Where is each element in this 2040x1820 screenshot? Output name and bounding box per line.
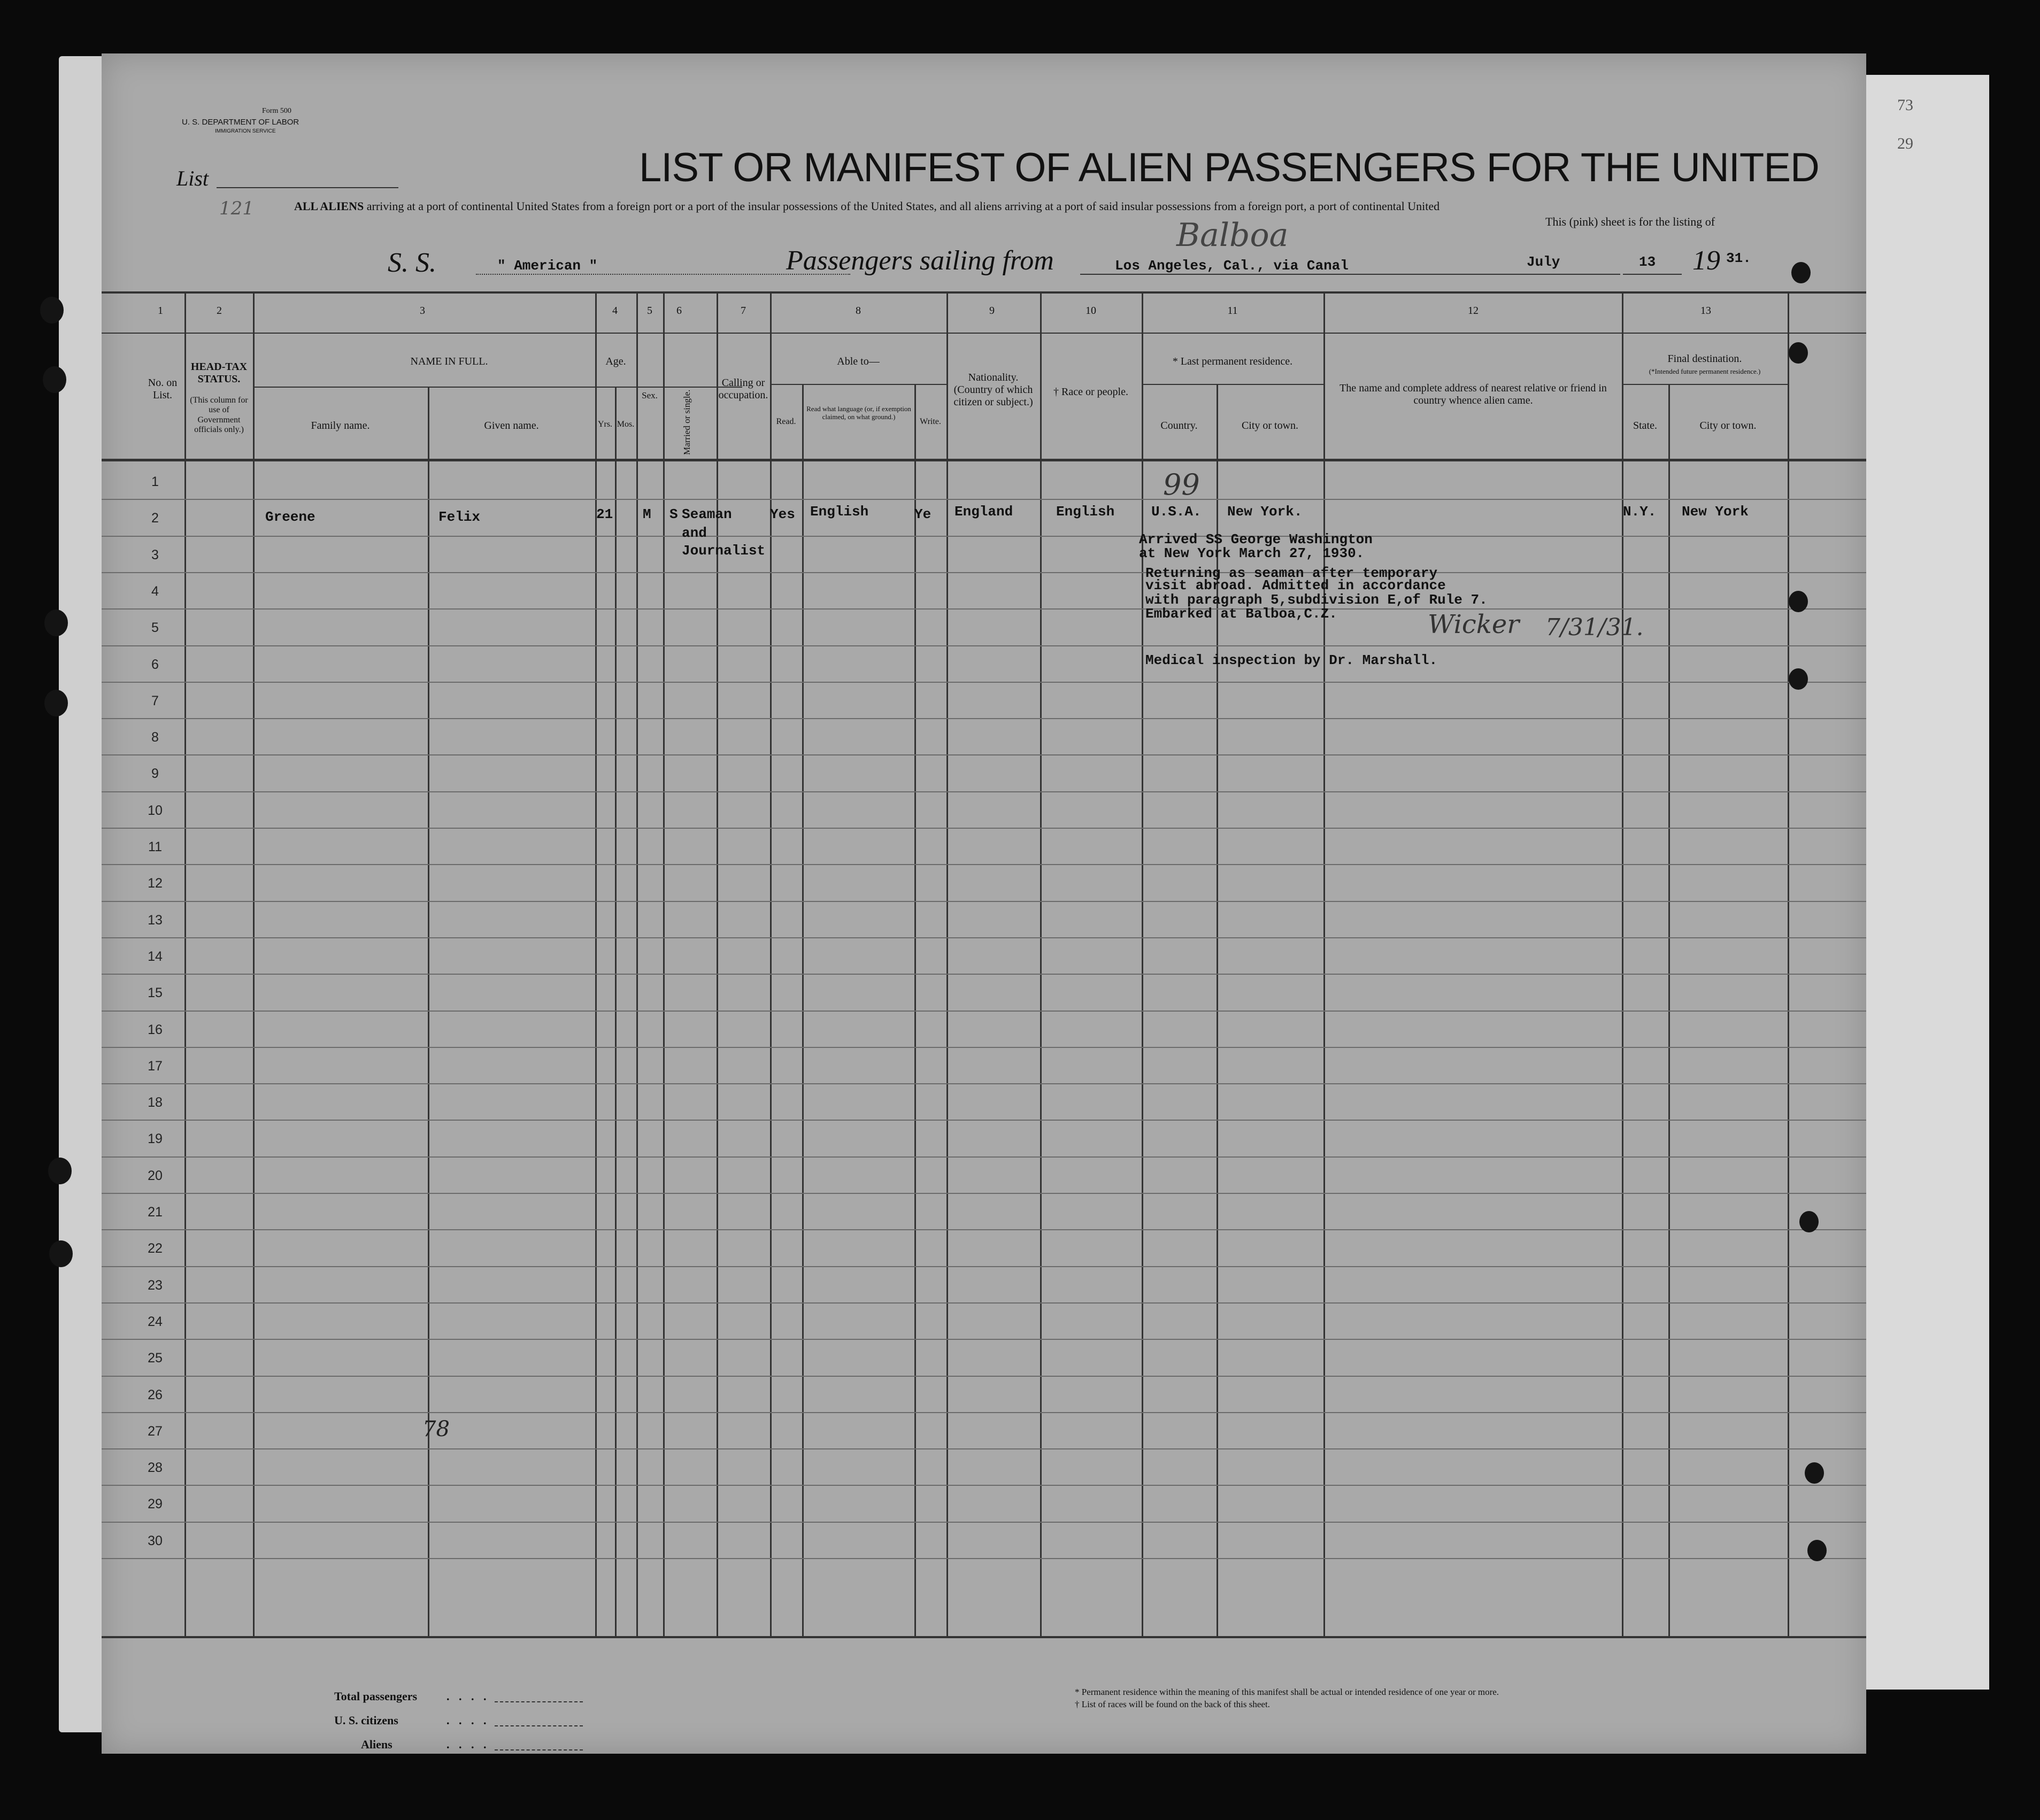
punch-hole [1805, 1462, 1824, 1484]
footer-aliens-dots: . . . . [447, 1738, 490, 1751]
row-number: 10 [148, 803, 163, 818]
row-number: 5 [151, 620, 159, 635]
name-sub-rule [253, 387, 742, 388]
passenger-sex: M [643, 506, 651, 522]
row-number: 28 [148, 1460, 163, 1475]
col-number-9: 9 [989, 305, 995, 317]
header-yrs: Yrs. [597, 420, 613, 429]
header-final-destination: Final destination. [1667, 353, 1742, 365]
able-sub-rule [770, 384, 946, 385]
header-read-what: Read what language (or, if exemption claimed, on what ground.) [806, 405, 911, 421]
passenger-destination-city: New York [1682, 504, 1749, 520]
header-last-residence: * Last permanent residence. [1172, 356, 1293, 367]
ship-name: " American " [497, 258, 598, 274]
col-rule [595, 291, 597, 1636]
subtitle-lead: ALL ALIENS [294, 199, 364, 213]
remark-line-4: visit abroad. Admitted in accordance [1145, 577, 1446, 593]
row-rule [102, 572, 1866, 573]
row-number: 14 [148, 949, 163, 964]
service-label: IMMIGRATION SERVICE [215, 128, 276, 134]
table-top-rule [102, 291, 1866, 294]
sailing-label: Passengers sailing from [786, 245, 1054, 276]
row-rule [102, 1522, 1866, 1523]
row-rule [102, 536, 1866, 537]
sailing-day: 13 [1639, 254, 1656, 270]
remark-line-2: at New York March 27, 1930. [1139, 545, 1365, 561]
punch-hole [1799, 1211, 1819, 1232]
row-rule [102, 937, 1866, 938]
row-rule [102, 1047, 1866, 1048]
dest-sub-rule [1622, 384, 1788, 385]
col-number-8: 8 [856, 305, 861, 317]
col-rule [770, 291, 772, 1636]
list-label: List [176, 166, 209, 190]
passenger-occupation-2: and [682, 525, 707, 541]
row-rule [102, 718, 1866, 719]
col-number-12: 12 [1468, 305, 1479, 317]
row-rule [102, 1558, 1866, 1559]
corner-mark-2: 29 [1897, 135, 1913, 152]
header-nationality: Nationality. (Country of which citizen or subject.) [953, 372, 1033, 408]
col-number-6: 6 [676, 305, 682, 317]
col-numbers-rule [102, 333, 1866, 334]
passenger-write: Ye [914, 506, 932, 522]
header-city-town: City or town. [1241, 420, 1299, 431]
row-number: 21 [148, 1205, 163, 1220]
port-handwritten: Balboa [1176, 217, 1289, 254]
row-number: 2 [151, 511, 159, 526]
row-number: 19 [148, 1131, 163, 1146]
row-number: 30 [148, 1533, 163, 1548]
col-rule [184, 291, 186, 1636]
punch-hole [1791, 262, 1811, 283]
row-rule [102, 1083, 1866, 1084]
row-number: 20 [148, 1168, 163, 1183]
ss-label: S. S. [388, 248, 436, 278]
header-bottom-rule [102, 459, 1866, 461]
subtitle [294, 199, 1893, 214]
col-rule [1142, 291, 1143, 1636]
col-rule [1040, 291, 1042, 1636]
row-rule [102, 828, 1866, 829]
header-final-destination-note: (*Intended future permanent residence.) [1649, 367, 1761, 375]
subtitle-second-line: This (pink) sheet is for the listing of [1545, 215, 1715, 228]
col-rule [1323, 291, 1325, 1636]
row-number: 15 [148, 985, 163, 1000]
right-page-edge [1847, 75, 1989, 1690]
row-number: 18 [148, 1095, 163, 1110]
header-mos: Mos. [617, 420, 635, 429]
row-rule [102, 1485, 1866, 1486]
row-number: 9 [151, 766, 159, 781]
punch-hole [44, 690, 68, 716]
row-number: 29 [148, 1497, 163, 1511]
department-label: U. S. DEPARTMENT OF LABOR [182, 118, 299, 127]
residence-sub-rule [1142, 384, 1323, 385]
punch-hole [1789, 342, 1808, 364]
footer-total-dots: . . . . [447, 1690, 490, 1703]
header-read: Read. [776, 417, 796, 426]
manifest-sheet [102, 53, 1866, 1754]
row-rule [102, 974, 1866, 975]
col-number-13: 13 [1700, 305, 1711, 317]
list-underline [217, 187, 398, 188]
row-number: 25 [148, 1351, 163, 1366]
header-able-to: Able to— [837, 356, 880, 367]
row-number: 24 [148, 1314, 163, 1329]
row-rule [102, 682, 1866, 683]
row-number: 23 [148, 1278, 163, 1293]
corner-mark-1: 73 [1897, 96, 1913, 114]
header-given-name: Given name. [484, 420, 539, 431]
footer-note-races: † List of races will be found on the back of this sheet. [1075, 1699, 1270, 1709]
punch-hole [1789, 591, 1808, 612]
row-rule [102, 1302, 1866, 1304]
row-number: 26 [148, 1387, 163, 1402]
stray-mark: 78 [422, 1417, 450, 1441]
row-number: 8 [151, 730, 159, 745]
day-underline [1623, 274, 1682, 275]
header-race: † Race or people. [1053, 386, 1128, 398]
row-number: 4 [151, 584, 159, 599]
footer-total-line [495, 1701, 583, 1703]
row-number: 27 [148, 1424, 163, 1439]
footer-note-permanent: * Permanent residence within the meaning of this manifest shall be actual or intended residence of one year or more. [1075, 1687, 1499, 1697]
punch-hole [48, 1158, 72, 1184]
passenger-destination-state: N.Y. [1623, 504, 1657, 520]
row-number: 16 [148, 1022, 163, 1037]
punch-hole [1789, 668, 1808, 690]
header-head-tax: HEAD-TAX STATUS. [190, 361, 248, 385]
table-bottom-rule [102, 1636, 1866, 1638]
passenger-nationality: England [954, 504, 1013, 520]
passenger-residence-city: New York. [1227, 504, 1303, 520]
col-number-11: 11 [1227, 305, 1238, 317]
passenger-read: Yes [770, 506, 795, 522]
row-rule [102, 864, 1866, 865]
row-number: 6 [151, 657, 159, 672]
row-rule [102, 1266, 1866, 1267]
row-rule [102, 1448, 1866, 1449]
passenger-language: English [810, 504, 869, 520]
row-rule [102, 608, 1866, 610]
footer-aliens-label: Aliens [361, 1738, 392, 1751]
col-rule [1788, 291, 1789, 1636]
passenger-given-name: Felix [438, 509, 481, 525]
remark-line-5: with paragraph 5,subdivision E,of Rule 7. [1145, 592, 1488, 608]
row-rule [102, 1339, 1866, 1340]
col-number-7: 7 [741, 305, 746, 317]
header-head-tax-note: (This column for use of Government officials only.) [190, 396, 248, 435]
remark-line-7: Medical inspection by Dr. Marshall. [1145, 652, 1438, 668]
row-rule [102, 1229, 1866, 1230]
punch-hole [40, 297, 64, 323]
col-number-3: 3 [420, 305, 425, 317]
footer-citizens-label: U. S. citizens [334, 1714, 398, 1727]
month-underline [1460, 274, 1620, 275]
passenger-residence-country: U.S.A. [1151, 504, 1202, 520]
col-number-1: 1 [158, 305, 163, 317]
row-rule [102, 1120, 1866, 1121]
row-rule [102, 1412, 1866, 1413]
punch-hole [43, 366, 66, 393]
row-number: 1 [151, 474, 159, 489]
col-number-4: 4 [612, 305, 618, 317]
row-number: 12 [148, 876, 163, 891]
row-rule [102, 754, 1866, 755]
remark-line-3: Returning as seaman after temporary [1145, 565, 1438, 581]
row-rule [102, 499, 1866, 500]
row-number: 7 [151, 693, 159, 708]
punch-hole [49, 1240, 73, 1267]
passenger-marital-status: S [669, 506, 678, 522]
col-number-10: 10 [1086, 305, 1096, 317]
row-number: 13 [148, 913, 163, 928]
row-rule [102, 791, 1866, 792]
col-rule [1622, 291, 1623, 1636]
row-rule [102, 645, 1866, 646]
footer-citizens-dots: . . . . [447, 1714, 490, 1727]
footer-citizens-line [495, 1725, 583, 1728]
header-sex: Sex. [642, 390, 658, 400]
row-rule [102, 901, 1866, 902]
passenger-race: English [1056, 504, 1115, 520]
inspection-date: 7/31/31. [1545, 614, 1644, 641]
col-number-5: 5 [647, 305, 652, 317]
col-rule [253, 291, 255, 1636]
punch-hole [44, 610, 68, 636]
row-number: 11 [148, 839, 162, 854]
header-age: Age. [605, 356, 626, 367]
row-rule [102, 1011, 1866, 1012]
remark-line-6: Embarked at Balboa,C.Z. [1145, 606, 1337, 622]
passenger-occupation-3: Journalist [682, 543, 766, 559]
footer-total-label: Total passengers [334, 1690, 418, 1703]
port-typed: Los Angeles, Cal., via Canal [1115, 258, 1349, 274]
header-married: Married or single. [682, 389, 692, 455]
header-write: Write. [920, 417, 941, 426]
header-city-town-dest: City or town. [1699, 420, 1757, 431]
row-rule [102, 1376, 1866, 1377]
header-family-name: Family name. [311, 420, 370, 431]
subtitle-text: arriving at a port of continental United States from a foreign port or a port of the insular possessions of the United States, and all aliens arriving at a port of said insular possessions from a foreign port, a port of continental United [366, 199, 1440, 213]
passenger-family-name: Greene [265, 509, 315, 525]
year-prefix: 19 [1692, 245, 1720, 276]
punch-hole [1807, 1540, 1827, 1561]
header-calling: Calling or occupation. [718, 377, 768, 401]
col-rule [636, 291, 638, 1636]
col-rule [663, 291, 665, 1636]
header-country: Country. [1160, 420, 1198, 431]
row-rule [102, 1193, 1866, 1194]
row-number: 3 [151, 547, 159, 562]
col-number-2: 2 [217, 305, 222, 317]
passenger-occupation-1: Seaman [682, 506, 732, 522]
row-rule [102, 1156, 1866, 1158]
inspector-signature: Wicker [1428, 610, 1520, 639]
footer-aliens-line [495, 1749, 583, 1752]
col-rule [946, 291, 948, 1636]
col-rule [717, 291, 718, 1636]
list-handwritten-number: 121 [219, 198, 254, 219]
form-number: Form 500 [262, 107, 291, 115]
header-state: State. [1633, 420, 1657, 431]
header-no-on-list: No. on List. [148, 377, 178, 401]
header-relative: The name and complete address of nearest relative or friend in country whence alien came. [1340, 382, 1607, 406]
passenger-age-years: 21 [596, 506, 613, 522]
row-number: 22 [148, 1241, 163, 1256]
header-name-in-full: NAME IN FULL. [410, 356, 488, 367]
year-suffix: 31. [1726, 250, 1751, 266]
sailing-month: July [1527, 254, 1560, 270]
remark-line-1: Arrived SS George Washington [1139, 531, 1373, 547]
passenger-country-code: 99 [1163, 468, 1200, 502]
manifest-title: LIST OR MANIFEST OF ALIEN PASSENGERS FOR THE UNITED [639, 145, 1819, 190]
row-number: 17 [148, 1059, 163, 1074]
